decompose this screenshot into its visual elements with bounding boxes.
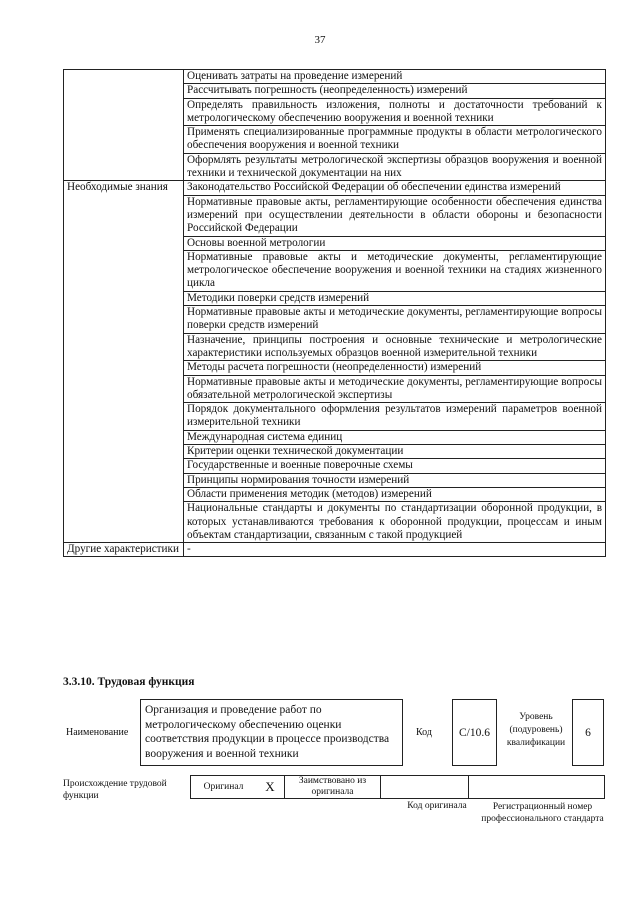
original-mark: X [256,776,285,799]
row-label: Необходимые знания [64,181,184,543]
row-value: Национальные стандарты и документы по стандартизации оборонной продукции, в которых устанавливаются требования к оборонной продукции, процессам и иным объектам стандартизации, связанным с такой продукцией [184,502,606,543]
code-original-cell [381,776,469,799]
code-original-label: Код оригинала [407,801,467,811]
row-label [64,70,184,181]
name-label: Наименование [66,727,129,738]
table-row [64,543,606,557]
row-value: - [184,543,606,557]
code-label: Код [416,727,432,738]
row-value: Принципы нормирования точности измерений [184,473,606,487]
row-value: Назначение, принципы построения и основные технические и метрологические характеристики используемых образцов военной измерительной техники [184,333,606,361]
row-value: Нормативные правовые акты и методические документы, регламентирующие вопросы обязательной метрологической экспертизы [184,375,606,403]
row-value: Государственные и военные поверочные схемы [184,459,606,473]
requirements-table [63,69,606,557]
table-row [64,181,606,195]
row-value: Методики поверки средств измерений [184,291,606,305]
row-value: Нормативные правовые акты и методические документы, регламентирующие метрологическое обеспечение вооружения и военной техники на стадиях жизненного цикла [184,250,606,291]
borrowed-cell: Заимствовано из оригинала [285,776,381,799]
row-value: Определять правильность изложения, полноты и достаточности требований к метрологическому обеспечению вооружения и военной техники [184,98,606,126]
row-label: Другие характеристики [64,543,184,557]
original-cell: Оригинал [191,776,257,799]
row-value: Порядок документального оформления результатов измерений параметров военной измерительной техники [184,403,606,431]
row-value: Методы расчета погрешности (неопределенности) измерений [184,361,606,375]
row-value: Критерии оценки технической документации [184,445,606,459]
origin-table [190,775,605,799]
function-code: С/10.6 [452,699,497,766]
row-value: Рассчитывать погрешность (неопределенность) измерений [184,84,606,98]
row-value: Нормативные правовые акты и методические документы, регламентирующие вопросы поверки средств измерений [184,306,606,334]
row-value: Нормативные правовые акты, регламентирующие особенности обеспечения единства измерений при осуществлении деятельности в области обороны и безопасности Российской Федерации [184,195,606,236]
row-value: Оценивать затраты на проведение измерений [184,70,606,84]
qualification-level: 6 [572,699,604,766]
function-name: Организация и проведение работ по метрологическому обеспечению оценки соответствия продукции в процессе производства вооружения и военной техники [140,699,403,766]
row-value: Международная система единиц [184,430,606,444]
row-value: Области применения методик (методов) измерений [184,487,606,501]
reg-number-label: Регистрационный номер профессионального стандарта [481,802,604,824]
level-label: Уровень (подуровень) квалификации [506,712,566,748]
section-title: 3.3.10. Трудовая функция [63,676,195,688]
row-value: Применять специализированные программные продукты в области метрологического обеспечения вооружения и военной техники [184,126,606,154]
row-value: Законодательство Российской Федерации об обеспечении единства измерений [184,181,606,195]
page-number: 37 [314,34,326,46]
reg-number-cell [469,776,605,799]
origin-label: Происхождение трудовой функции [63,779,167,801]
row-value: Оформлять результаты метрологической экспертизы образцов вооружения и военной техники и технической документации на них [184,153,606,181]
row-value: Основы военной метрологии [184,236,606,250]
table-row [64,70,606,84]
